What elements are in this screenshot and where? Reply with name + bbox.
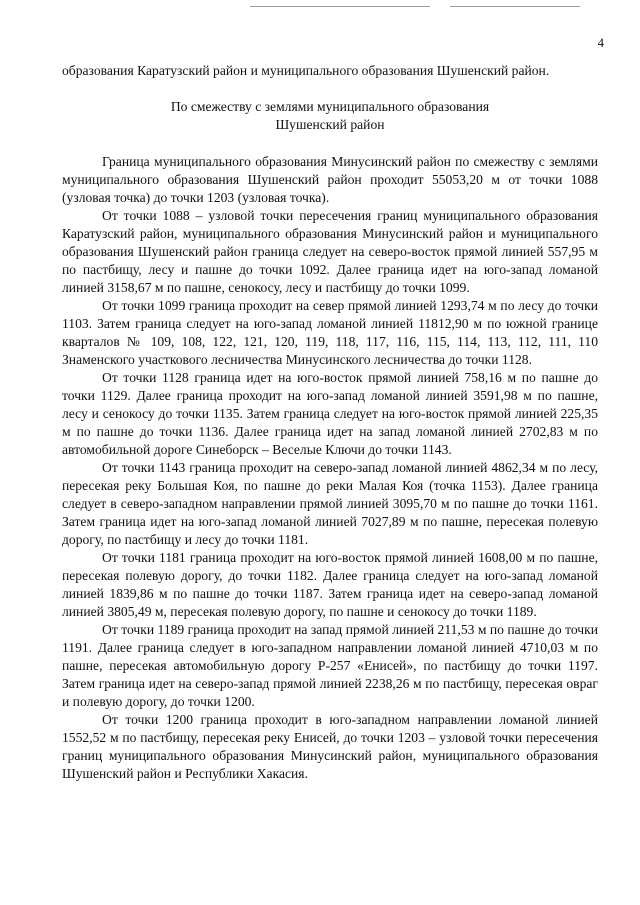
section-heading [62,98,598,134]
document-body [62,153,598,783]
section-heading-line-2: Шушенский район [275,117,385,132]
paragraph: От точки 1181 граница проходит на юго-восток прямой линией 1608,00 м по пашне, пересекая полевую дорогу, до точки 1182. Далее граница следует на юго-запад ломаной линией 1839,86 м по пашне до точки 1187. Затем граница идет на северо-запад ломаной линией 3805,49 м, пересекая полевую дорогу, по пашне и сенокосу до точки 1189. [62,550,598,619]
scan-artifact-line [250,6,430,7]
paragraph: От точки 1099 граница проходит на север прямой линией 1293,74 м по лесу до точки 1103. Затем граница следует на юго-запад ломаной линией 11812,90 м по южной границе кварталов № 109, 108, 122, 121, 120, 119, 118, 117, 116, 115, 114, 113, 112, 111, 110 Знаменского участкового лесничества Минусинского лесничества до точки 1128. [62,298,598,367]
paragraph: От точки 1128 граница идет на юго-восток прямой линией 758,16 м по пашне до точки 1129. Далее граница проходит на юго-запад ломаной линией 3591,98 м по пашне, лесу и сенокосу до точки 1135. Затем граница следует на юго-восток прямой линией 225,35 м по пашне до точки 1136. Далее граница идет на запад ломаной линией 2702,83 м по автомобильной дороге Синеборск – Веселые Ключи до точки 1143. [62,370,598,457]
paragraph: От точки 1200 граница проходит в юго-западном направлении ломаной линией 1552,52 м по пастбищу, пересекая реку Енисей, до точки 1203 – узловой точки пересечения границ муниципального образования Минусинский район, муниципального образования Шушенский район и Республики Хакасия. [62,712,598,781]
paragraph: От точки 1143 граница проходит на северо-запад ломаной линией 4862,34 м по лесу, пересекая реку Большая Коя, по пашне до реки Малая Коя (точка 1153). Далее граница следует в северо-западном направлении прямой линией 3095,70 м по пашне до точки 1161. Затем граница идет на юго-запад ломаной линией 7027,89 м по пашне, пересекая полевую дорогу, по пастбищу и лесу до точки 1181. [62,460,598,547]
paragraph: Граница муниципального образования Минусинский район по смежеству с землями муниципального образования Шушенский район проходит 55053,20 м от точки 1088 (узловая точка) до точки 1203 (узловая точка). [62,154,598,205]
section-heading-line-1: По смежеству с землями муниципального образования [170,99,490,114]
paragraph: От точки 1189 граница проходит на запад прямой линией 211,53 м по пашне до точки 1191. Далее граница следует в юго-западном направлении ломаной линией 4710,03 м по пашне, пересекая автомобильную дорогу Р-257 «Енисей», по пастбищу до точки 1197. Затем граница идет на северо-запад прямой линией 2238,26 м по пастбищу, пересекая овраг и полевую дорогу, до точки 1200. [62,622,598,709]
continued-text-line: образования Каратузский район и муниципального образования Шушенский район. [62,63,550,78]
scan-artifact-line [450,6,580,7]
page-number: 4 [597,36,604,50]
paragraph: От точки 1088 – узловой точки пересечения границ муниципального образования Каратузский район, муниципального образования Минусинский район и муниципального образования Шушенский район граница следует на северо-восток прямой линией 557,95 м по пастбищу, лесу и пашне до точки 1092. Далее граница идет на юго-запад ломаной линией 3158,67 м по пашне, сенокосу, лесу и пастбищу до точки 1099. [62,208,598,295]
